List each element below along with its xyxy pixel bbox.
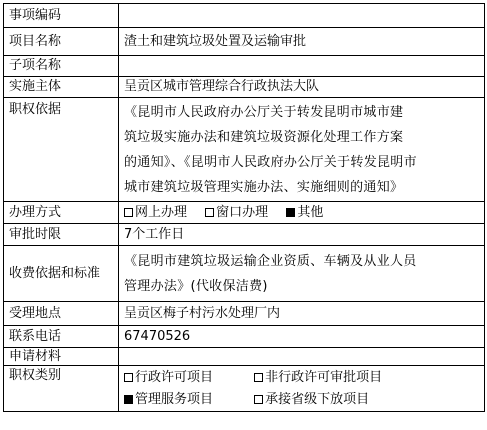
authority-option-admin-license-text: 行政许可项目 bbox=[135, 369, 214, 385]
row-contact-phone bbox=[4, 326, 485, 348]
contact-phone-value: 67470526 bbox=[119, 326, 485, 348]
handling-method-options bbox=[119, 202, 485, 224]
handling-option-online[interactable] bbox=[124, 205, 187, 220]
authority-category-options bbox=[119, 366, 485, 412]
row-item-name bbox=[4, 28, 485, 56]
sub-item-name-value bbox=[119, 56, 485, 77]
acceptance-location-label: 受理地点 bbox=[4, 302, 119, 326]
checkbox-icon[interactable] bbox=[124, 373, 133, 382]
handling-option-window-text: 窗口办理 bbox=[216, 204, 269, 220]
checkbox-icon[interactable] bbox=[205, 208, 214, 217]
application-materials-label: 申请材料 bbox=[4, 348, 119, 366]
handling-option-other-text: 其他 bbox=[297, 204, 324, 220]
fee-basis-value bbox=[119, 246, 485, 302]
authority-option-provincial-delegated[interactable] bbox=[254, 392, 369, 407]
authority-option-provincial-delegated-text: 承接省级下放项目 bbox=[265, 391, 370, 407]
legal-basis-line-3: 的通知》、《昆明市人民政府办公厅关于转发昆明市 bbox=[124, 155, 417, 170]
implementing-body-value: 呈贡区城市管理综合行政执法大队 bbox=[119, 77, 485, 98]
sub-item-name-label: 子项名称 bbox=[4, 56, 119, 77]
authority-option-management-service-text: 管理服务项目 bbox=[135, 391, 214, 407]
legal-basis-line-1: 《昆明市人民政府办公厅关于转发昆明市城市建 bbox=[124, 105, 404, 120]
authority-category-label: 职权类别 bbox=[4, 366, 119, 412]
item-name-value: 渣土和建筑垃圾处置及运输审批 bbox=[119, 28, 485, 56]
authority-category-line-2 bbox=[124, 389, 479, 411]
acceptance-location-value: 呈贡区梅子村污水处理厂内 bbox=[119, 302, 485, 326]
checkbox-icon[interactable] bbox=[254, 395, 263, 404]
row-acceptance-location bbox=[4, 302, 485, 326]
handling-option-window[interactable] bbox=[205, 205, 268, 220]
item-info-table bbox=[3, 3, 485, 412]
authority-option-admin-license[interactable] bbox=[124, 367, 250, 389]
row-implementing-body bbox=[4, 77, 485, 98]
row-application-materials bbox=[4, 348, 485, 366]
row-sub-item-name bbox=[4, 56, 485, 77]
checkbox-icon[interactable] bbox=[254, 373, 263, 382]
row-item-code bbox=[4, 4, 485, 28]
approval-time-label: 审批时限 bbox=[4, 224, 119, 246]
implementing-body-label: 实施主体 bbox=[4, 77, 119, 98]
fee-basis-line-2: 管理办法》(代收保洁费) bbox=[124, 278, 268, 294]
handling-option-other[interactable] bbox=[286, 205, 323, 220]
legal-basis-label: 职权依据 bbox=[4, 98, 119, 202]
legal-basis-line-4: 城市建筑垃圾管理实施办法、实施细则的通知》 bbox=[124, 180, 404, 195]
item-code-value bbox=[119, 4, 485, 28]
row-fee-basis bbox=[4, 246, 485, 302]
handling-option-online-text: 网上办理 bbox=[135, 204, 188, 220]
authority-option-management-service[interactable] bbox=[124, 389, 250, 411]
checkbox-checked-icon[interactable] bbox=[286, 208, 295, 217]
contact-phone-label: 联系电话 bbox=[4, 326, 119, 348]
fee-basis-label: 收费依据和标准 bbox=[4, 246, 119, 302]
checkbox-icon[interactable] bbox=[124, 208, 133, 217]
application-materials-value bbox=[119, 348, 485, 366]
row-approval-time bbox=[4, 224, 485, 246]
checkbox-checked-icon[interactable] bbox=[124, 395, 133, 404]
row-handling-method bbox=[4, 202, 485, 224]
authority-option-non-license[interactable] bbox=[254, 370, 382, 385]
legal-basis-value bbox=[119, 98, 485, 202]
item-name-label: 项目名称 bbox=[4, 28, 119, 56]
handling-method-label: 办理方式 bbox=[4, 202, 119, 224]
approval-time-value: 7个工作日 bbox=[119, 224, 485, 246]
legal-basis-line-2: 筑垃圾实施办法和建筑垃圾资源化处理工作方案 bbox=[124, 130, 404, 145]
fee-basis-line-1: 《昆明市建筑垃圾运输企业资质、车辆及从业人员 bbox=[124, 253, 417, 269]
row-legal-basis bbox=[4, 98, 485, 202]
authority-option-non-license-text: 非行政许可审批项目 bbox=[265, 369, 383, 385]
row-authority-category bbox=[4, 366, 485, 412]
item-code-label: 事项编码 bbox=[4, 4, 119, 28]
authority-category-line-1 bbox=[124, 367, 479, 389]
